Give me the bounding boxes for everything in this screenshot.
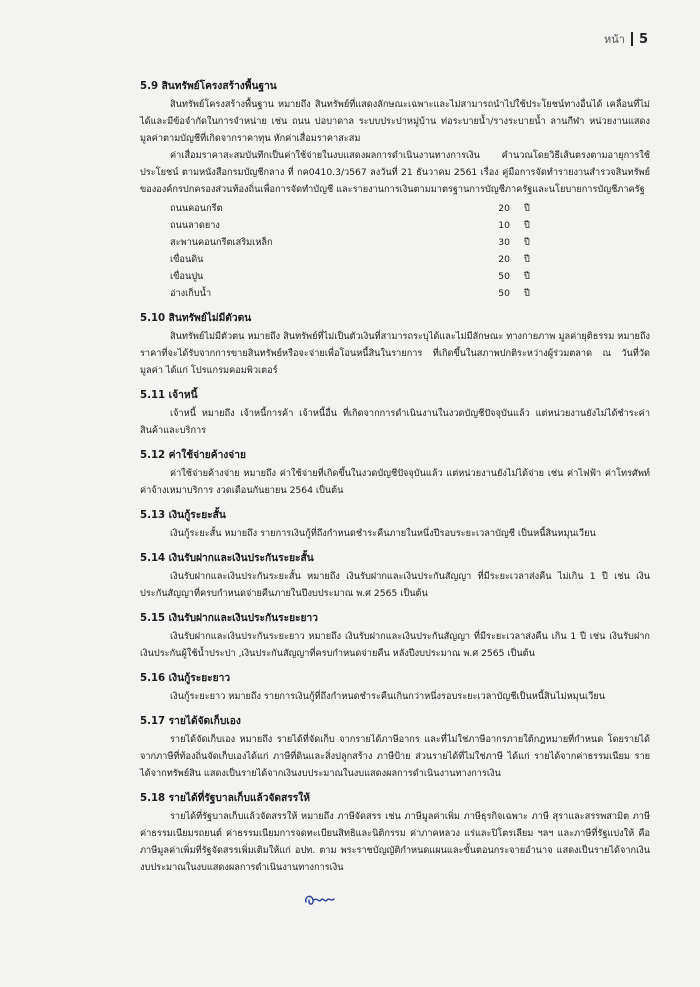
section-paragraph: เงินรับฝากและเงินประกันระยะยาว หมายถึง เงินรับฝากและเงินประกันสัญญา ที่มีระยะเวลาส่งคืน เกิน 1 ปี เช่น เงินรับฝากเงินประกันผู้ใช้น้ำประปา ,เงินประกันสัญญาที่ครบกำหนดจ่ายคืน หลังปีงบประมาณ พ.ศ 2565 เป็นต้น (140, 631, 650, 659)
section-paragraph: เงินกู้ระยะยาว หมายถึง รายการเงินกู้ที่ถึงกำหนดชำระคืนเกินกว่าหนึ่งรอบระยะเวลาบัญชีเป็นหนี้สินไม่หมุนเวียน (170, 691, 605, 702)
section-title: 5.15 เงินรับฝากและเงินประกันระยะยาว (140, 613, 318, 624)
section-5-14 (140, 550, 650, 602)
section-title: 5.17 รายได้จัดเก็บเอง (140, 716, 241, 727)
asset-name: สะพานคอนกรีตเสริมเหล็ก (170, 237, 273, 248)
section-title: 5.13 เงินกู้ระยะสั้น (140, 510, 226, 521)
section-title: 5.12 ค่าใช้จ่ายค้างจ่าย (140, 450, 246, 461)
section-title: 5.11 เจ้าหนี้ (140, 390, 198, 401)
table-row (170, 251, 544, 268)
asset-years: 30 (498, 237, 510, 248)
asset-unit: ปี (524, 288, 530, 299)
section-paragraph: สินทรัพย์โครงสร้างพื้นฐาน หมายถึง สินทรัพย์ที่แสดงลักษณะเฉพาะและไม่สามารถนำไปใช้ประโยชน์ทางอื่นได้ เคลื่อนที่ไม่ได้และมีข้อจำกัดในการจำหน่าย เช่น ถนน บ่อบาดาล ระบบประปาหมู่บ้าน ท่อระบายน้ำ/รางระบายน้ำ ลานกีฬา หน่วยงานแสดงมูลค่าตามบัญชีที่เกิดจากราคาทุน หักค่าเสื่อมราคาสะสม (140, 99, 650, 144)
asset-name: ถนนลาดยาง (170, 220, 220, 231)
asset-years: 50 (498, 271, 510, 282)
table-row (170, 268, 544, 285)
asset-name: เขื่อนปูน (170, 271, 204, 282)
section-paragraph: เงินรับฝากและเงินประกันระยะสั้น หมายถึง เงินรับฝากและเงินประกันสัญญา ที่มีระยะเวลาส่งคืน ไม่เกิน 1 ปี เช่น เงินประกันสัญญาที่ครบกำหนดจ่ายคืนภายในปีงบประมาณ พ.ศ 2565 เป็นต้น (140, 571, 650, 599)
document-body (140, 78, 650, 876)
asset-name: ถนนคอนกรีต (170, 203, 223, 214)
asset-years: 20 (498, 254, 510, 265)
header-divider (631, 32, 633, 46)
section-paragraph: สินทรัพย์ไม่มีตัวตน หมายถึง สินทรัพย์ที่ไม่เป็นตัวเงินที่สามารถระบุได้และไม่มีลักษณะ ทางกายภาพ มูลค่ายุติธรรม หมายถึง ราคาที่จะได้รับจากการขายสินทรัพย์หรือจะจ่ายเพื่อโอนหนี้สินในรายการ ที่เกิดขึ้นในสภาพปกติระหว่างผู้ร่วมตลาด ณ วันที่วัดมูลค่า ได้แก่ โปรแกรมคอมพิวเตอร์ (140, 331, 650, 376)
section-5-9 (140, 78, 650, 302)
asset-name: เขื่อนดิน (170, 254, 204, 265)
section-title: 5.18 รายได้ที่รัฐบาลเก็บแล้วจัดสรรให้ (140, 793, 310, 804)
section-paragraph: รายได้ที่รัฐบาลเก็บแล้วจัดสรรให้ หมายถึง ภาษีจัดสรร เช่น ภาษีมูลค่าเพิ่ม ภาษีธุรกิจเฉพาะ ภาษี สุราและสรรพสามิต ภาษีค่าธรรมเนียมรถยนต์ ค่าธรรมเนียมการจดทะเบียนสิทธิและนิติกรรม ค่าภาคหลวง แร่และปิโตรเลียม ฯลฯ และภาษีที่รัฐแบ่งให้ คือ ภาษีมูลค่าเพิ่มที่รัฐจัดสรรเพิ่มเติมให้แก่ อปท. ตาม พระราชบัญญัติกำหนดแผนและขั้นตอนกระจายอำนาจ แสดงเป็นรายได้จากเงินงบประมาณในงบแสดงผลการดำเนินงานทางการเงิน (140, 811, 650, 873)
section-5-17 (140, 713, 650, 782)
asset-name: อ่างเก็บน้ำ (170, 288, 212, 299)
section-5-18 (140, 790, 650, 876)
asset-years: 50 (498, 288, 510, 299)
asset-unit: ปี (524, 271, 530, 282)
section-paragraph: รายได้จัดเก็บเอง หมายถึง รายได้ที่จัดเก็บ จากรายได้ภาษีอากร และที่ไม่ใช่ภาษีอากรภายใต้กฎหมายที่กำหนด โดยรายได้จากภาษีที่ท้องถิ่นจัดเก็บเองได้แก่ ภาษีที่ดินและสิ่งปลูกสร้าง ภาษีป้าย ส่วนรายได้ที่ไม่ใช่ภาษี ได้แก่ รายได้จากค่าธรรมเนียม รายได้จากทรัพย์สิน แสดงเป็นรายได้จากเงินงบประมาณในงบแสดงผลการดำเนินงานทางการเงิน (140, 734, 650, 779)
section-title: 5.14 เงินรับฝากและเงินประกันระยะสั้น (140, 553, 314, 564)
section-5-15 (140, 610, 650, 662)
section-paragraph: เจ้าหนี้ หมายถึง เจ้าหนี้การค้า เจ้าหนี้อื่น ที่เกิดจากการดำเนินงานในงวดบัญชีปัจจุบันแล้ว แต่หน่วยงานยังไม่ได้ชำระค่าสินค้าและบริการ (140, 408, 650, 436)
table-row (170, 234, 544, 251)
table-row (170, 285, 544, 302)
section-paragraph: ค่าเสื่อมราคาสะสมบันทึกเป็นค่าใช้จ่ายในงบแสดงผลการดำเนินงานทางการเงิน คำนวณโดยวิธีเส้นตรงตามอายุการใช้ประโยชน์ ตามหนังสือกรมบัญชีกลาง ที่ กค0410.3/ว567 ลงวันที่ 21 ธันวาคม 2561 เรื่อง คู่มือการจัดทำรายงานสำรวจสินทรัพย์ขององค์กรปกครองส่วนท้องถิ่นเพื่อการจัดทำบัญชี และรายงานการเงินตามมาตรฐานการบัญชีภาครัฐและนโยบายการบัญชีภาครัฐ (140, 150, 650, 195)
asset-unit: ปี (524, 254, 530, 265)
asset-unit: ปี (524, 203, 530, 214)
section-5-12 (140, 447, 650, 499)
section-title: 5.9 สินทรัพย์โครงสร้างพื้นฐาน (140, 81, 277, 92)
table-row (170, 200, 544, 217)
section-title: 5.16 เงินกู้ระยะยาว (140, 673, 231, 684)
page-header (604, 30, 648, 48)
asset-unit: ปี (524, 237, 530, 248)
section-paragraph: ค่าใช้จ่ายค้างจ่าย หมายถึง ค่าใช้จ่ายที่เกิดขึ้นในงวดบัญชีปัจจุบันแล้ว แต่หน่วยงานยังไม่ได้จ่าย เช่น ค่าไฟฟ้า ค่าโทรศัพท์ ค่าจ้างเหมาบริการ งวดเดือนกันยายน 2564 เป็นต้น (140, 468, 650, 496)
table-row (170, 217, 544, 234)
section-title: 5.10 สินทรัพย์ไม่มีตัวตน (140, 313, 252, 324)
useful-life-table (170, 200, 544, 302)
section-5-16 (140, 670, 650, 705)
asset-years: 10 (498, 220, 510, 231)
asset-unit: ปี (524, 220, 530, 231)
section-5-10 (140, 310, 650, 379)
asset-years: 20 (498, 203, 510, 214)
page-number: 5 (638, 31, 648, 47)
section-5-13 (140, 507, 650, 542)
section-5-11 (140, 387, 650, 439)
section-paragraph: เงินกู้ระยะสั้น หมายถึง รายการเงินกู้ที่ถึงกำหนดชำระคืนภายในหนึ่งปีรอบระยะเวลาบัญชี เป็นหนี้สินหมุนเวียน (170, 528, 596, 539)
initials-signature (300, 888, 340, 912)
page-label: หน้า (604, 33, 625, 46)
